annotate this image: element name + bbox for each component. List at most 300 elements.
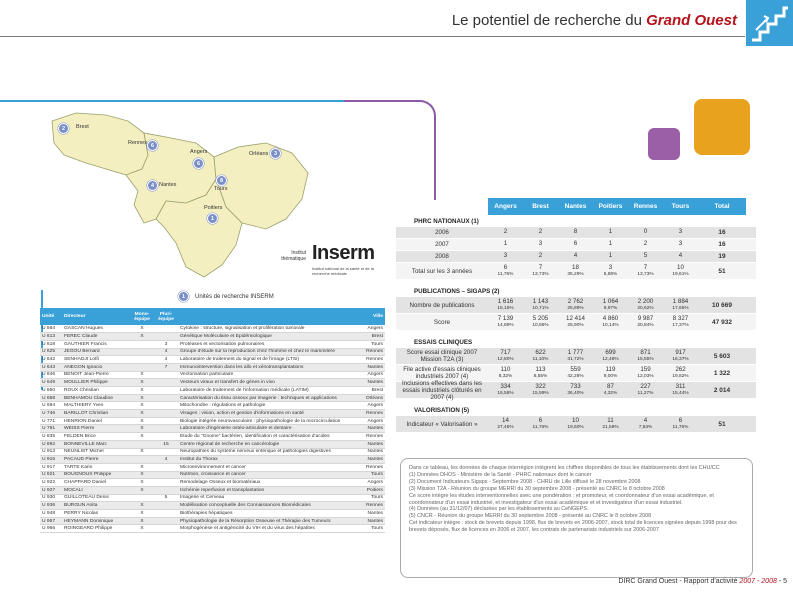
unit-title: Nutrition, croissance et cancer	[178, 471, 357, 479]
stats-row-total: 5 603	[713, 352, 731, 360]
stats-cell-value: 119	[605, 366, 616, 373]
stats-cell-value: 2	[538, 252, 543, 260]
stairs-logo	[746, 0, 793, 46]
unit-pluri: 4	[154, 348, 178, 356]
unit-mono	[130, 440, 154, 448]
unit-director: BONNEVILLE Marc	[62, 440, 130, 448]
unit-title: Remodelage Osseux et biomatériaux	[178, 479, 357, 487]
city-label-rennes: Rennes	[128, 140, 147, 146]
stats-cell	[488, 253, 523, 260]
stats-cell-percent: 8,32%	[498, 373, 513, 379]
stats-cell	[488, 384, 523, 396]
stats-cell-value: 2	[503, 228, 508, 236]
unit-director: HEYMANN Dominique	[62, 517, 130, 525]
stats-cell-percent: 13,73%	[637, 271, 654, 277]
unit-director: WEISS Pierre	[62, 425, 130, 433]
unit-director: MOCALI	[62, 486, 130, 494]
city-label-angers: Angers	[190, 149, 208, 155]
stats-row-label: Inclusions effectives dans les essais industriels clôturés en 2007 (4)	[401, 379, 483, 401]
stats-row-total: 19	[718, 253, 726, 260]
unit-mono	[130, 363, 154, 371]
stats-cell-value: 1	[503, 240, 508, 248]
unit-title: Modélisation conceptuelle des Connaissances Biomédicales	[178, 502, 357, 510]
stats-cell	[628, 241, 663, 248]
stats-cell	[593, 299, 628, 311]
legend-label: Unités de recherche INSERM	[195, 293, 274, 300]
stats-row-label: Nombre de publications	[409, 301, 475, 309]
unit-mono: X	[130, 510, 154, 518]
stats-row-label: Score essai clinique 2007 Mission T2A (3)	[406, 349, 478, 363]
unit-mono: X	[130, 502, 154, 510]
unit-code: U 915	[40, 456, 62, 464]
unit-pluri	[154, 486, 178, 494]
inserm-wordmark: Inserm	[312, 242, 375, 264]
stats-cell-value: 14	[502, 417, 509, 424]
unit-code: U 746	[40, 410, 62, 418]
unit-city: Rennes	[357, 463, 385, 471]
header-rule	[0, 36, 745, 37]
stats-cell	[488, 350, 523, 362]
stats-cell-value: 4	[678, 252, 683, 260]
stats-row-total: 51	[718, 420, 726, 428]
stats-cell-percent: 15,55%	[637, 356, 654, 362]
unit-row	[40, 463, 385, 471]
inserm-institute-label: Institut thématique	[281, 250, 306, 262]
stats-cell-value: 1	[608, 240, 613, 248]
unit-mono: X	[130, 433, 154, 441]
stats-section-title: VALORISATION (5)	[414, 407, 470, 414]
unit-city: Angers	[357, 479, 385, 487]
stats-cell-value: 7 139	[497, 315, 514, 322]
stats-cell	[628, 299, 663, 311]
stats-cell	[558, 384, 593, 396]
unit-mono: X	[130, 417, 154, 425]
unit-city: Tours	[357, 340, 385, 348]
stats-cell	[628, 253, 663, 260]
stats-cell-value: 8 327	[672, 315, 689, 322]
stats-cell-percent: 15,99%	[532, 390, 549, 396]
stats-cell	[663, 367, 698, 379]
unit-title: Vectorisation particulaire	[178, 371, 357, 379]
unit-row	[40, 356, 385, 364]
stats-cell	[558, 265, 593, 277]
page-footer	[618, 578, 787, 585]
stats-cell-value: 262	[675, 366, 686, 373]
stats-cell	[663, 384, 698, 396]
unit-city: Nantes	[357, 425, 385, 433]
unit-row	[40, 448, 385, 456]
unit-row	[40, 325, 385, 333]
stats-section-title: PUBLICATIONS – SIGAPS (2)	[414, 288, 500, 295]
unit-pluri	[154, 433, 178, 441]
stats-cell-value: 5	[643, 252, 648, 260]
unit-pluri	[154, 379, 178, 387]
stats-cell-value: 2	[538, 228, 543, 236]
stats-cell-value: 4	[643, 417, 648, 424]
unit-pluri	[154, 479, 178, 487]
unit-city: Nantes	[357, 379, 385, 387]
stats-cell-value: 917	[675, 349, 686, 356]
stats-cell-value: 11	[607, 417, 614, 424]
unit-row	[40, 502, 385, 510]
stats-cell-percent: 15,44%	[672, 390, 689, 396]
unit-title: Laboratoire de traitement du signal et de l'image (LTSI)	[178, 356, 357, 364]
stats-cell-value: 717	[500, 349, 511, 356]
stats-cell	[628, 418, 663, 430]
unit-pluri: 5	[154, 494, 178, 502]
units-header-pluri: Pluri-équipe	[154, 308, 178, 325]
unit-title: Neuropathies du système nerveux entérique et pathologies digestives	[178, 448, 357, 456]
unit-title: Biothérapies hépatiques	[178, 510, 357, 518]
title-prefix: Le potentiel de recherche du	[451, 12, 647, 29]
research-units-table	[40, 308, 385, 533]
unit-city: Nantes	[357, 363, 385, 371]
stats-cell-value: 3	[678, 240, 683, 248]
stats-row	[396, 314, 756, 330]
unit-pluri	[154, 525, 178, 533]
footer-years: 2007 - 2008	[739, 578, 777, 585]
stats-cell	[488, 241, 523, 248]
unit-title: Immunointervention dans les allo et xénotransplantations	[178, 363, 357, 371]
unit-mono: X	[130, 517, 154, 525]
stats-row-label: 2008	[435, 253, 449, 260]
stats-cell-percent: 16,37%	[672, 356, 689, 362]
unit-pluri: 4	[154, 456, 178, 464]
unit-title: Ischémie reperfusion et transplantation	[178, 486, 357, 494]
unit-mono: X	[130, 448, 154, 456]
unit-row	[40, 417, 385, 425]
unit-director: ANEGON Ignacio	[62, 363, 130, 371]
unit-mono	[130, 356, 154, 364]
footnote: (5) CNCR - Réunion du groupe MERRI du 30 septembre 2008 - présenté au CNRC le 8 octobre 2008	[409, 513, 652, 520]
stats-cell-percent: 20,62%	[637, 305, 654, 311]
unit-city: Tours	[357, 525, 385, 533]
stats-cell	[593, 241, 628, 248]
stats-cell-percent: 11,76%	[672, 424, 689, 430]
stats-cell	[523, 299, 558, 311]
stats-section-title: PHRC NATIONAUX (1)	[414, 218, 479, 225]
unit-pluri	[154, 325, 178, 333]
stats-cell	[593, 384, 628, 396]
stats-cell-value: 1 777	[567, 349, 584, 356]
unit-title: Génétique Moléculaire et Epidémiologique	[178, 333, 357, 341]
stats-cell-value: 3	[503, 252, 508, 260]
unit-city: Rennes	[357, 356, 385, 364]
stats-cell-value: 6	[573, 240, 578, 248]
unit-code: U 694	[40, 402, 62, 410]
unit-title: Vecteurs viraux et transfert de gènes in vivo	[178, 379, 357, 387]
stats-cell-percent: 11,76%	[497, 271, 514, 277]
stats-row-total: 16	[718, 229, 726, 236]
unit-title: Visages : vision, action et gestion d'informations en santé	[178, 410, 357, 418]
stats-cell-percent: 19,82%	[672, 373, 689, 379]
stats-cell-value: 159	[640, 366, 651, 373]
unit-mono: X	[130, 325, 154, 333]
unit-code: U 892	[40, 440, 62, 448]
unit-director: JEGOU Bernard	[62, 348, 130, 356]
stats-cell-percent: 16,58%	[497, 390, 514, 396]
unit-pluri: 3	[154, 340, 178, 348]
unit-title: Laboratoire d'ingénierie ostéo-articulaire et dentaire	[178, 425, 357, 433]
footer-page-number: - 5	[776, 578, 787, 585]
unit-title: Morphogénèse et antigénicité du VIH et du virus des hépatites	[178, 525, 357, 533]
stats-cell-percent: 11,76%	[532, 424, 549, 430]
stats-row-total: 10 669	[712, 301, 732, 309]
unit-code: U 642	[40, 356, 62, 364]
stats-cell-percent: 12,48%	[602, 356, 619, 362]
units-header-city: Ville	[357, 308, 385, 325]
unit-title: Institut du Thorax	[178, 456, 357, 464]
stats-cell-value: 334	[500, 383, 511, 390]
unit-director: BOUGNOUX Philippe	[62, 471, 130, 479]
stats-cell	[523, 229, 558, 236]
stats-row	[396, 348, 756, 364]
unit-row	[40, 333, 385, 341]
stats-cell-value: 6	[678, 417, 683, 424]
stats-cell-percent: 14,89%	[497, 322, 514, 328]
unit-director: BARILLOT Christian	[62, 410, 130, 418]
stats-cell-value: 87	[607, 383, 614, 390]
unit-mono	[130, 348, 154, 356]
stats-row-total: 1 322	[713, 369, 731, 377]
unit-code: U 966	[40, 525, 62, 533]
stats-row-total: 51	[718, 267, 726, 275]
unit-mono: X	[130, 394, 154, 402]
stats-cell-value: 1 143	[532, 298, 549, 305]
stats-cell	[523, 241, 558, 248]
stats-cell	[488, 367, 523, 379]
unit-director: ROUX Christian	[62, 387, 130, 395]
units-header-mono: Mono-équipe	[130, 308, 154, 325]
footnote: (3) Mission T2A - Réunion du groupe MERRI du 30 septembre 2008 - présenté au CNRC le 8 octobre 2008	[409, 485, 665, 492]
map-badge-orleans: 3	[270, 148, 281, 159]
stats-table	[396, 198, 756, 433]
unit-city: Nantes	[357, 440, 385, 448]
unit-mono: X	[130, 471, 154, 479]
footnote: Dans ce tableau, les données de chaque interrégion intègrent les chiffres disponibles de tous les établissements dont les CHU/CC	[409, 465, 720, 471]
stats-cell-percent: 20,84%	[637, 322, 654, 328]
unit-title: Etude du "Gnome" bactérien, identification et caractérisation d'acides	[178, 433, 357, 441]
stats-cell	[628, 316, 663, 328]
footnote: (1) Données DHOS - Ministère de la Santé - PHRC nationaux dont le cancer	[409, 471, 592, 478]
stats-cell	[523, 265, 558, 277]
unit-pluri	[154, 425, 178, 433]
stats-cell-value: 6	[538, 417, 543, 424]
stats-cell	[663, 350, 698, 362]
unit-title: Microenvironnement et cancer	[178, 463, 357, 471]
stats-cell-percent: 10,86%	[532, 322, 549, 328]
stats-cell-value: 10	[677, 264, 684, 271]
unit-row	[40, 486, 385, 494]
stats-cell	[488, 299, 523, 311]
stats-cell-value: 699	[605, 349, 616, 356]
stats-cell-value: 7	[643, 264, 648, 271]
stats-cell-value: 4	[573, 252, 578, 260]
unit-pluri	[154, 517, 178, 525]
stats-col-tours: Tours	[663, 198, 698, 215]
stairs-icon	[746, 0, 793, 46]
unit-pluri	[154, 471, 178, 479]
unit-code: U 658	[40, 394, 62, 402]
stats-cell-value: 227	[640, 383, 651, 390]
stats-cell	[523, 418, 558, 430]
units-header-unit: Unité	[40, 308, 62, 325]
unit-director: BENOIT Jean-Pierre	[62, 371, 130, 379]
stats-cell-value: 3	[608, 264, 613, 271]
stats-row-label: File active d'essais cliniques industriels 2007 (4)	[403, 366, 481, 380]
stats-cell-value: 7	[538, 264, 543, 271]
footnotes-box	[400, 458, 753, 578]
unit-title: Cytokine : structure, signalisation et prolifération tumorale	[178, 325, 357, 333]
stats-cell-value: 322	[535, 383, 546, 390]
unit-city: Nantes	[357, 510, 385, 518]
unit-mono	[130, 340, 154, 348]
stats-cell-percent: 11,10%	[532, 356, 549, 362]
stats-cell	[523, 384, 558, 396]
unit-row	[40, 510, 385, 518]
stats-cell-percent: 13,73%	[532, 271, 549, 277]
stats-row-label: 2006	[435, 229, 449, 236]
stats-cell-value: 0	[643, 228, 648, 236]
stats-cell-value: 18	[572, 264, 579, 271]
decor-square-purple	[648, 128, 680, 160]
unit-director: GUILLOTEAU Denis	[62, 494, 130, 502]
unit-row	[40, 433, 385, 441]
stats-cell	[558, 418, 593, 430]
unit-city: Tours	[357, 494, 385, 502]
unit-director: MOULLIER Philippe	[62, 379, 130, 387]
stats-row-total: 16	[718, 241, 726, 248]
page-title	[452, 12, 737, 29]
legend-badge: 1	[178, 291, 189, 302]
title-highlight: Grand Ouest	[646, 12, 737, 29]
stats-cell	[593, 265, 628, 277]
stats-row	[396, 239, 756, 250]
stats-cell	[663, 241, 698, 248]
unit-row	[40, 525, 385, 533]
stats-cell	[628, 229, 663, 236]
stats-cell-percent: 11,27%	[637, 390, 654, 396]
stats-cell-value: 12 414	[566, 315, 585, 322]
stats-cell-percent: 36,40%	[567, 390, 584, 396]
stats-cell	[663, 316, 698, 328]
stats-cell-percent: 12,80%	[497, 356, 514, 362]
stats-cell-percent: 21,58%	[602, 424, 619, 430]
unit-code: U 921	[40, 471, 62, 479]
map-badge-tours: 8	[216, 175, 227, 186]
stats-cell	[628, 350, 663, 362]
stats-cell	[663, 229, 698, 236]
stats-cell	[558, 350, 593, 362]
map-legend	[178, 291, 274, 302]
unit-code: U 791	[40, 425, 62, 433]
footnote: Ce score intègre les études interventionnelles avec une pondération : et promoteur, et coordonnateur d'un essai académique, et coordonnateur d'un essai industriel, et investigateur d'un essai académique et et investigateur d'un essai industriel.	[409, 492, 714, 506]
stats-cell	[663, 418, 698, 430]
unit-director: SENHADJI Lotfi	[62, 356, 130, 364]
unit-mono: X	[130, 479, 154, 487]
stats-cell-value: 559	[570, 366, 581, 373]
stats-row	[396, 263, 756, 279]
unit-code: U 625	[40, 348, 62, 356]
stats-col-rennes: Rennes	[628, 198, 663, 215]
unit-row	[40, 387, 385, 395]
units-header-director: Directeur	[62, 308, 130, 325]
unit-pluri	[154, 387, 178, 395]
stats-cell	[523, 367, 558, 379]
stats-cell-percent: 10,14%	[602, 322, 619, 328]
stats-cell	[593, 253, 628, 260]
unit-code: U 948	[40, 510, 62, 518]
unit-code: U 613	[40, 333, 62, 341]
city-label-brest: Brest	[76, 124, 89, 130]
stats-cell-value: 10	[572, 417, 579, 424]
unit-row	[40, 363, 385, 371]
unit-pluri	[154, 410, 178, 418]
stats-cell	[523, 350, 558, 362]
stats-row	[396, 416, 756, 432]
stats-cell-percent: 4,32%	[603, 390, 618, 396]
stats-col-total: Total	[698, 198, 746, 215]
stats-row-label: Total sur les 3 années	[411, 267, 473, 275]
unit-mono: X	[130, 333, 154, 341]
map-badge-poitiers: 1	[207, 213, 218, 224]
stats-row-total: 2 014	[713, 386, 731, 394]
unit-city: Rennes	[357, 348, 385, 356]
stats-cell-value: 110	[500, 366, 511, 373]
stats-cell	[628, 367, 663, 379]
stats-cell-percent: 25,90%	[567, 322, 584, 328]
unit-director: GAUTHIER Francis	[62, 340, 130, 348]
stats-cell-percent: 5,88%	[603, 271, 618, 277]
unit-code: U 835	[40, 433, 62, 441]
unit-row	[40, 479, 385, 487]
unit-city: Nantes	[357, 517, 385, 525]
city-label-poitiers: Poitiers	[204, 205, 223, 211]
stats-cell-percent: 12,03%	[637, 373, 654, 379]
stats-row	[396, 297, 756, 313]
stats-cell	[558, 241, 593, 248]
footnote: (2) Document Indicateurs Sigaps - Septembre 2008 - CHRU de Lille diffusé le 28 novembre 2008	[409, 478, 641, 485]
stats-cell-value: 1	[608, 252, 613, 260]
unit-row	[40, 379, 385, 387]
decor-line-purple	[344, 100, 436, 200]
stats-cell-value: 3	[538, 240, 543, 248]
stats-cell-value: 4 860	[602, 315, 619, 322]
unit-code: U 936	[40, 502, 62, 510]
footnote: Cet indicateur intègre : stock de brevets depuis 1998, flux de brevets en 2006-2007, stock total de licences signées depuis 1998 pour des brevets déposés, flux de licences en 2006 et 2007, les contrats de partenariats industriels sur 2006-2007	[409, 520, 737, 534]
stats-cell-percent: 17,66%	[672, 305, 689, 311]
stats-cell-value: 5 205	[532, 315, 549, 322]
unit-mono: X	[130, 463, 154, 471]
unit-mono: X	[130, 525, 154, 533]
stats-col-angers: Angers	[488, 198, 523, 215]
unit-title: Centre régional de recherche en cancérologie	[178, 440, 357, 448]
stats-cell	[663, 265, 698, 277]
stats-cell	[488, 265, 523, 277]
unit-pluri	[154, 463, 178, 471]
map-badge-angers: 6	[193, 158, 204, 169]
unit-city: Rennes	[357, 502, 385, 510]
stats-cell	[558, 229, 593, 236]
stats-cell-value: 1 884	[672, 298, 689, 305]
unit-title: Laboratoire de traitement de l'information médicale (LATIM)	[178, 387, 357, 395]
stats-cell-value: 3	[678, 228, 683, 236]
unit-mono: X	[130, 410, 154, 418]
unit-director: FEREC Claude	[62, 333, 130, 341]
stats-cell-percent: 25,89%	[567, 305, 584, 311]
unit-mono: X	[130, 402, 154, 410]
unit-code: U 649	[40, 379, 62, 387]
